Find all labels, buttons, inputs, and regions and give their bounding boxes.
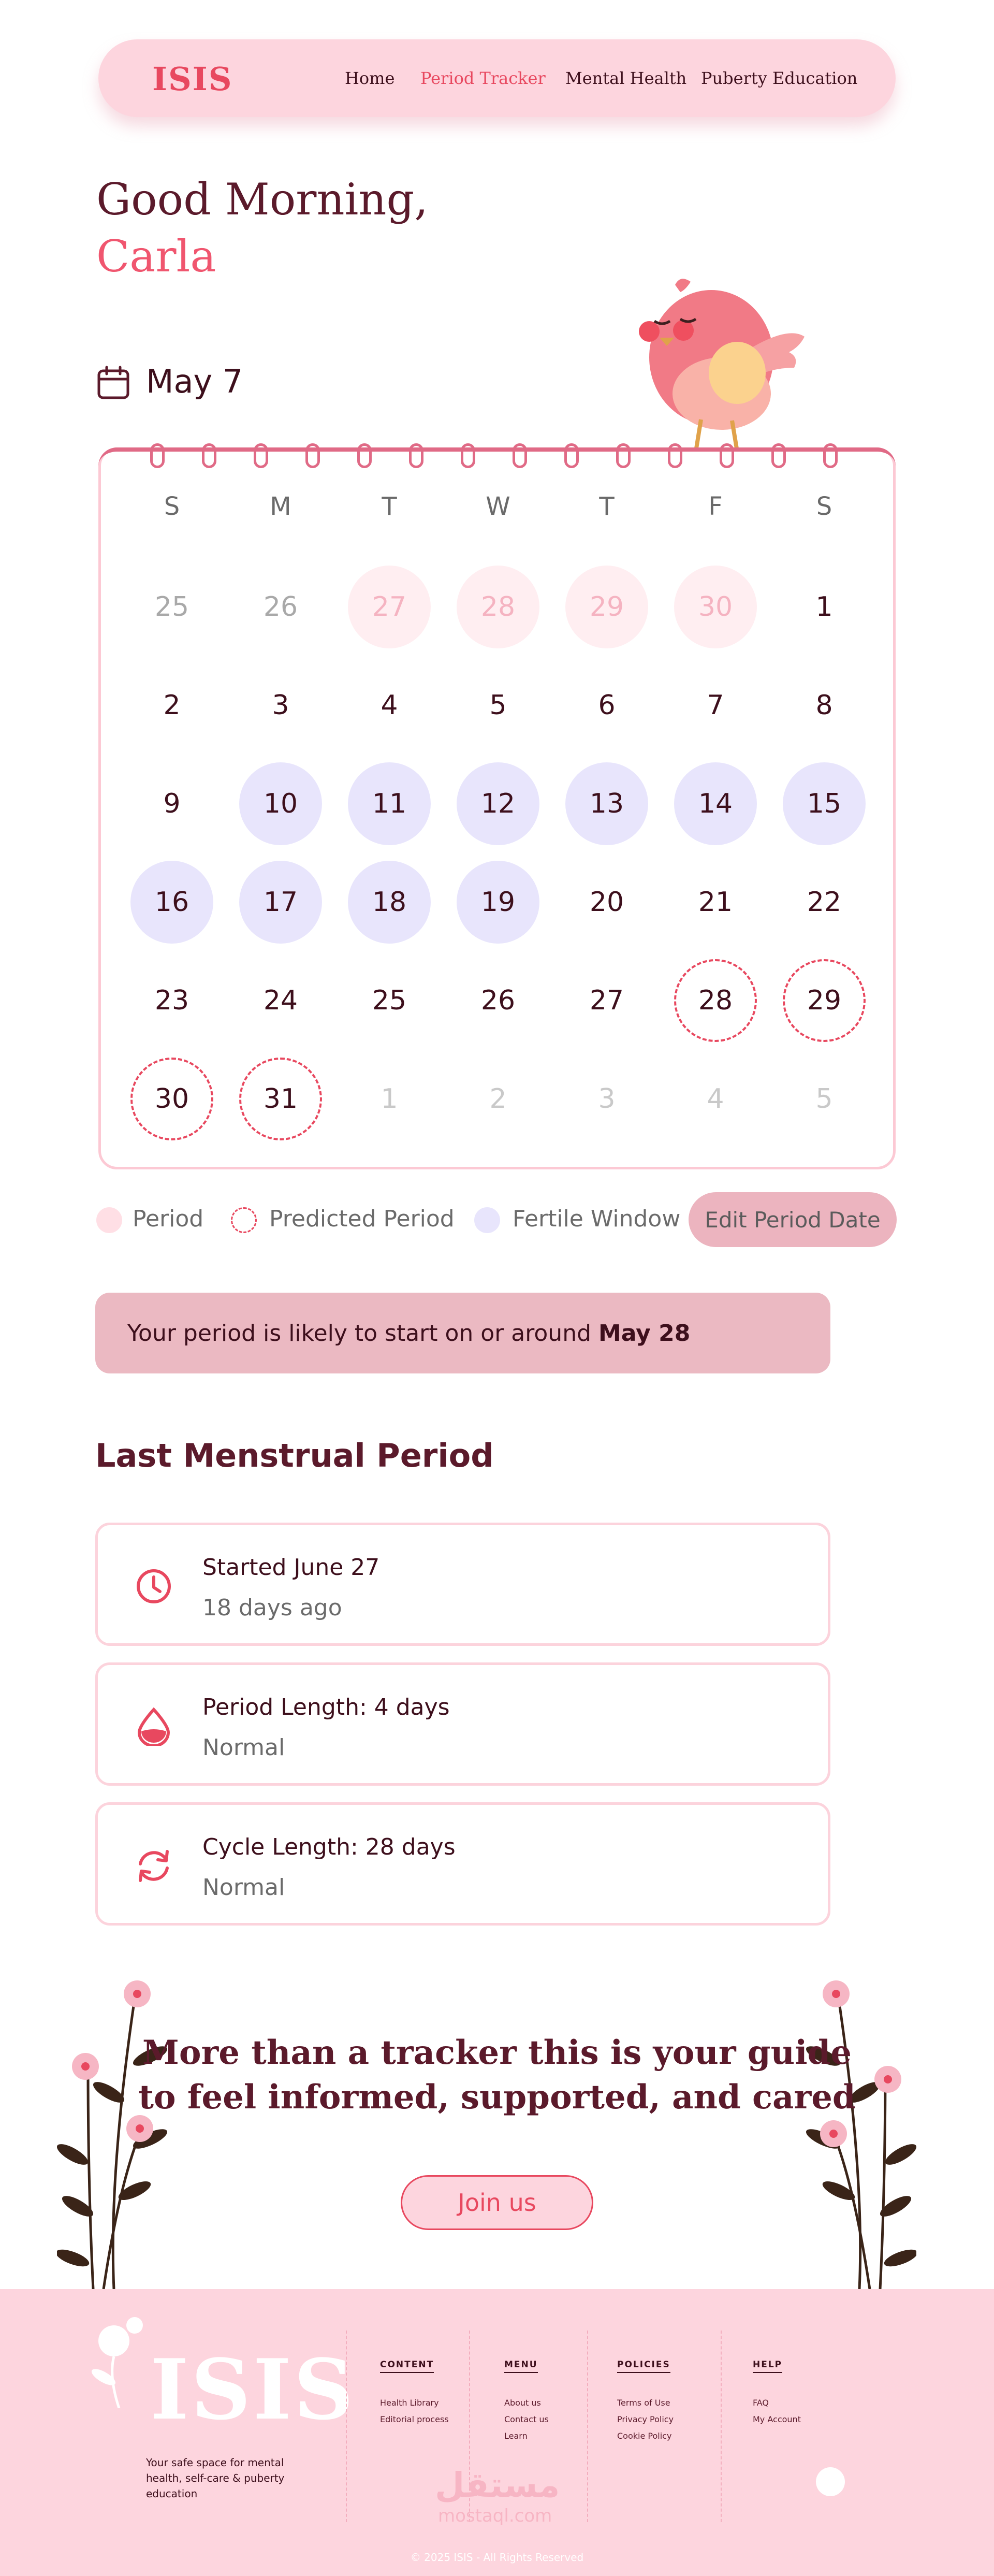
calendar-day[interactable]: 22 [807,887,842,918]
bird-illustration [634,269,825,461]
footer-divider [346,2331,347,2522]
calendar-day[interactable]: 4 [707,1083,724,1115]
binder-ring [668,443,682,468]
weekday-label: T [599,492,615,521]
calendar-day-fertile[interactable]: 10 [239,762,322,845]
calendar-day-fertile[interactable]: 11 [348,762,431,845]
footer-divider [587,2331,588,2522]
calendar-day[interactable]: 1 [381,1083,398,1115]
calendar-day[interactable]: 3 [598,1083,616,1115]
footer [0,2289,994,2576]
calendar-icon [96,366,130,400]
footer-link[interactable]: FAQ [753,2398,769,2408]
weekday-label: W [486,492,510,521]
calendar-day[interactable]: 5 [489,690,507,721]
binder-ring [305,443,320,468]
info-card-sub: Normal [202,1874,285,1901]
prediction-date: May 28 [598,1320,691,1347]
weekday-label: M [270,492,291,521]
clock-icon [134,1567,173,1606]
weekday-label: S [164,492,180,521]
calendar-day-fertile[interactable]: 18 [348,861,431,944]
nav-period-tracker[interactable]: Period Tracker [420,68,546,88]
footer-link[interactable]: Learn [504,2431,528,2441]
footer-col-menu-head: MENU [504,2360,538,2373]
calendar-day[interactable]: 21 [698,887,733,918]
promo-line-1: More than a tracker this is your guide [142,2033,852,2072]
calendar-day[interactable]: 25 [154,591,189,623]
calendar-day-fertile[interactable]: 13 [565,762,648,845]
watermark: مستقل [435,2465,560,2505]
greeting-name: Carla [96,231,216,282]
legend-fertile-dot [474,1207,500,1233]
promo-line-2: to feel informed, supported, and cared [138,2078,856,2117]
calendar-day[interactable]: 26 [480,985,516,1016]
top-nav [98,39,896,117]
calendar-day-predicted[interactable]: 28 [674,959,757,1042]
calendar-day-period[interactable]: 29 [565,566,648,648]
nav-puberty-education[interactable]: Puberty Education [701,68,858,88]
footer-link[interactable]: Contact us [504,2414,549,2424]
binder-ring [616,443,631,468]
legend-predicted-dot [231,1207,257,1233]
greeting: Good Morning, [96,174,428,225]
calendar-day[interactable]: 20 [589,887,624,918]
edit-period-date-button[interactable]: Edit Period Date [689,1192,897,1247]
calendar-day-predicted[interactable]: 29 [783,959,866,1042]
join-us-button[interactable]: Join us [401,2175,593,2230]
info-card-started [95,1523,830,1646]
calendar-day[interactable]: 6 [598,690,616,721]
calendar-day[interactable]: 7 [707,690,724,721]
info-card-period-length [95,1662,830,1786]
legend-predicted-label: Predicted Period [269,1206,455,1232]
prediction-text: Your period is likely to start on or around [127,1320,592,1347]
calendar-day[interactable]: 23 [154,985,189,1016]
calendar-day-predicted[interactable]: 31 [239,1058,322,1140]
weekday-label: T [382,492,397,521]
calendar-day[interactable]: 25 [372,985,407,1016]
calendar-day-period[interactable]: 28 [457,566,539,648]
current-date: May 7 [146,363,243,400]
calendar-day-period[interactable]: 27 [348,566,431,648]
binder-ring [513,443,527,468]
binder-ring [564,443,579,468]
calendar-day-period[interactable]: 30 [674,566,757,648]
footer-tagline: Your safe space for mental health, self-care & puberty education [146,2456,285,2500]
footer-link[interactable]: About us [504,2398,541,2408]
footer-divider [721,2331,722,2522]
calendar-day[interactable]: 27 [589,985,624,1016]
period-prediction-banner [95,1293,830,1373]
legend-fertile-label: Fertile Window [513,1206,681,1232]
binder-ring [823,443,838,468]
footer-link[interactable]: Privacy Policy [617,2414,674,2424]
calendar-day[interactable]: 2 [163,690,181,721]
calendar-day[interactable]: 4 [381,690,398,721]
calendar-day-fertile[interactable]: 17 [239,861,322,944]
copyright: © 2025 ISIS - All Rights Reserved [410,2551,584,2564]
footer-link[interactable]: My Account [753,2414,801,2424]
binder-ring [202,443,216,468]
calendar-day-fertile[interactable]: 14 [674,762,757,845]
calendar-day-fertile[interactable]: 19 [457,861,539,944]
info-card-cycle-length [95,1802,830,1926]
calendar-day[interactable]: 9 [163,788,181,819]
binder-ring [409,443,423,468]
calendar-day[interactable]: 24 [263,985,298,1016]
binder-ring [150,443,165,468]
info-card-title: Period Length: 4 days [202,1694,450,1720]
binder-ring [254,443,268,468]
calendar-day[interactable]: 8 [815,690,833,721]
calendar-day-fertile[interactable]: 15 [783,762,866,845]
calendar-day[interactable]: 2 [489,1083,507,1115]
footer-link[interactable]: Editorial process [380,2414,449,2424]
info-card-sub: Normal [202,1734,285,1761]
calendar-day[interactable]: 3 [272,690,289,721]
info-card-title: Started June 27 [202,1554,380,1581]
footer-link[interactable]: Terms of Use [617,2398,670,2408]
flower-illustration-left [57,1968,171,2289]
calendar-day-fertile[interactable]: 16 [130,861,213,944]
footer-col-content-head: CONTENT [380,2360,434,2373]
last-period-title: Last Menstrual Period [95,1437,494,1474]
legend-period-dot [96,1207,122,1233]
info-card-sub: 18 days ago [202,1595,342,1621]
scroll-top-button[interactable] [816,2467,845,2496]
binder-ring [357,443,372,468]
watermark-sub: mostaql.com [438,2506,552,2526]
footer-flower-icon [88,2315,150,2408]
info-card-title: Cycle Length: 28 days [202,1834,456,1860]
nav-home[interactable]: Home [345,68,395,88]
binder-ring [461,443,475,468]
flower-illustration-right [802,1968,916,2289]
calendar-day[interactable]: 26 [263,591,298,623]
nav-mental-health[interactable]: Mental Health [565,68,687,88]
binder-ring [720,443,734,468]
cycle-icon [134,1846,173,1886]
drop-icon [134,1706,173,1746]
footer-col-policies-head: POLICIES [617,2360,670,2373]
weekday-label: F [708,492,723,521]
calendar-day-fertile[interactable]: 12 [457,762,539,845]
binder-ring [771,443,786,468]
brand-logo[interactable]: ISIS [152,60,233,98]
footer-link[interactable]: Health Library [380,2398,439,2408]
footer-brand[interactable]: ISIS [150,2341,356,2438]
legend-period-label: Period [133,1206,204,1232]
footer-col-help-head: HELP [753,2360,782,2373]
calendar-day[interactable]: 1 [815,591,833,623]
calendar-day[interactable]: 5 [815,1083,833,1115]
weekday-label: S [816,492,832,521]
calendar-day-predicted[interactable]: 30 [130,1058,213,1140]
footer-link[interactable]: Cookie Policy [617,2431,672,2441]
